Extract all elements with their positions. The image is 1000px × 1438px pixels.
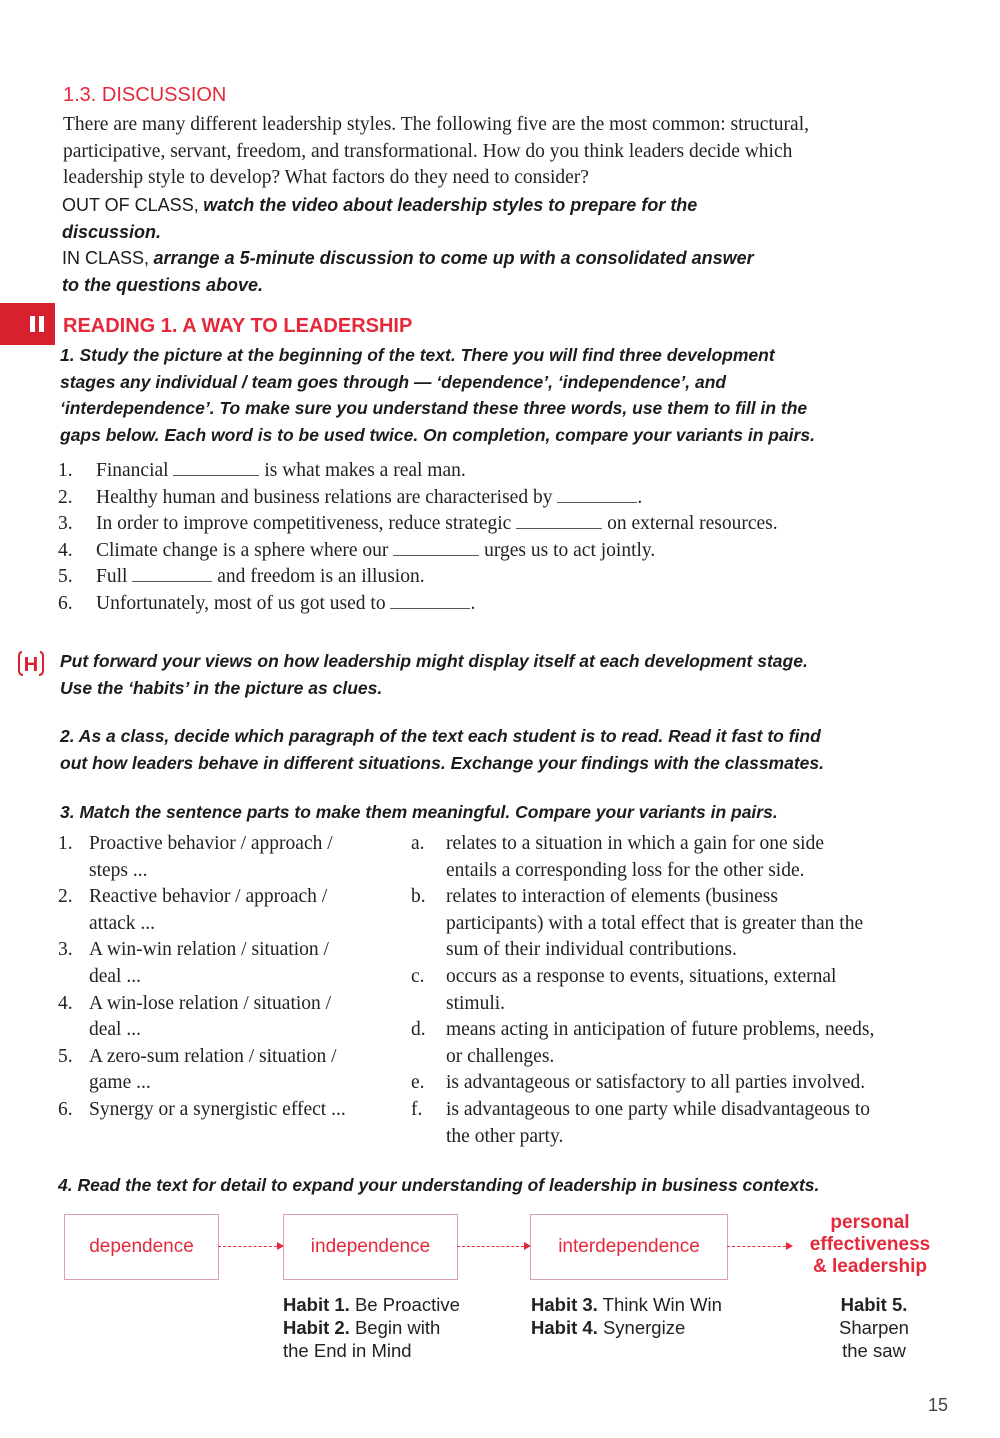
list-item: d. means acting in anticipation of future problems, needs, or challenges. xyxy=(411,1019,875,1067)
out-of-class-text: watch the video about leadership styles to prepare for the xyxy=(203,195,698,215)
habits-independence: Habit 1. Be Proactive Habit 2. Begin with the End in Mind xyxy=(283,1294,460,1361)
arrow-2 xyxy=(457,1246,529,1248)
list-item: f. is advantageous to one party while disadvantageous to the other party. xyxy=(411,1098,871,1147)
list-item: 3. A win-win relation / situation / deal ... xyxy=(58,939,329,987)
gap-blank[interactable] xyxy=(132,565,212,582)
reading-heading: READING 1. A WAY TO LEADERSHIP xyxy=(63,315,413,337)
views-line: Use the ‘habits’ in the picture as clues. xyxy=(60,677,383,698)
match-left-list xyxy=(58,831,398,1124)
stage-interdependence-box: interdependence xyxy=(530,1214,728,1280)
pause-bars-icon xyxy=(30,316,44,332)
list-item: 2. Reactive behavior / approach / attack ... xyxy=(58,886,328,934)
list-item: 4. A win-lose relation / situation / deal ... xyxy=(58,992,332,1041)
result-label: personal effectiveness & leadership xyxy=(809,1212,931,1277)
task1-line: ‘interdependence’. To make sure you understand these three words, use them to fill in the xyxy=(60,398,808,418)
h-icon-letter: H xyxy=(23,654,39,676)
views-line: Put forward your views on how leadership might display itself at each development stage. xyxy=(60,651,808,671)
task2-line: out how leaders behave in different situations. Exchange your findings with the classmates. xyxy=(60,752,825,773)
in-class-text: arrange a 5-minute discussion to come up with a consolidated answer xyxy=(153,248,754,268)
task1-line: gaps below. Each word is to be used twice. On completion, compare your variants in pairs. xyxy=(60,424,815,445)
habits-effectiveness: Habit 5. Sharpen the saw xyxy=(839,1294,909,1361)
task4-instruction: 4. Read the text for detail to expand your understanding of leadership in business contexts. xyxy=(58,1175,820,1195)
list-item: 5. A zero-sum relation / situation / game ... xyxy=(58,1045,337,1094)
discussion-heading: 1.3. DISCUSSION xyxy=(63,84,227,106)
list-item: 6. Unfortunately, most of us got used to . xyxy=(58,592,476,614)
discussion-line: There are many different leadership styles. The following five are the most common: structural, xyxy=(63,114,809,135)
gap-blank[interactable] xyxy=(390,592,470,609)
stage-dependence-box: dependence xyxy=(64,1214,219,1280)
list-item: 3. In order to improve competitiveness, reduce strategic on external resources. xyxy=(58,513,778,535)
match-right-list xyxy=(411,831,971,1150)
h-habits-icon xyxy=(18,648,44,678)
list-item: 2. Healthy human and business relations are characterised by . xyxy=(58,486,643,508)
list-item: b. relates to interaction of elements (business participants) with a total effect that is greater than the sum of their individual contributions. xyxy=(411,886,864,961)
discussion-body xyxy=(63,112,943,192)
arrow-1 xyxy=(218,1246,282,1248)
arrow-3 xyxy=(727,1246,791,1248)
task3-instruction: 3. Match the sentence parts to make them meaningful. Compare your variants in pairs. xyxy=(60,802,778,822)
in-class-instruction xyxy=(62,245,962,298)
list-item: e. is advantageous or satisfactory to all parties involved. xyxy=(411,1072,866,1094)
gap-blank[interactable] xyxy=(393,539,479,556)
list-item: a. relates to a situation in which a gain for one side entails a corresponding loss for the other side. xyxy=(411,833,824,881)
list-item: c. occurs as a response to events, situations, external stimuli. xyxy=(411,965,837,1014)
list-item: 4. Climate change is a sphere where our urges us to act jointly. xyxy=(58,539,656,561)
discussion-line: leadership style to develop? What factors do they need to consider? xyxy=(63,167,589,188)
list-item: 5. Full and freedom is an illusion. xyxy=(58,566,425,588)
gap-blank[interactable] xyxy=(557,486,637,503)
out-of-class-instruction xyxy=(62,192,962,245)
in-class-text-cont: to the questions above. xyxy=(62,274,264,295)
out-of-class-text-cont: discussion. xyxy=(62,221,162,242)
task2-instruction xyxy=(60,723,960,776)
list-item: 1. Financial is what makes a real man. xyxy=(58,460,466,481)
views-instruction xyxy=(60,648,960,701)
gap-fill-list xyxy=(58,458,778,618)
out-of-class-label: OUT OF CLASS, xyxy=(62,195,199,215)
task1-line: 1. Study the picture at the beginning of the text. There you will find three development xyxy=(60,345,775,365)
page-number: 15 xyxy=(928,1395,949,1415)
list-item: 1. Proactive behavior / approach / steps ... xyxy=(58,833,333,881)
list-item: 6. Synergy or a synergistic effect ... xyxy=(58,1098,346,1120)
discussion-line: participative, servant, freedom, and transformational. How do you think leaders decide which xyxy=(63,140,793,162)
task2-line: 2. As a class, decide which paragraph of the text each student is to read. Read it fast to find xyxy=(60,726,821,746)
task1-instruction xyxy=(60,342,960,448)
stage-independence-box: independence xyxy=(283,1214,458,1280)
in-class-label: IN CLASS, xyxy=(62,248,150,268)
gap-blank[interactable] xyxy=(173,459,259,476)
habits-interdependence: Habit 3. Think Win Win Habit 4. Synergize xyxy=(531,1294,722,1338)
section-tab-marker xyxy=(0,303,55,345)
task1-line: stages any individual / team goes through — ‘dependence’, ‘independence’, and xyxy=(60,371,727,392)
gap-blank[interactable] xyxy=(516,512,602,529)
